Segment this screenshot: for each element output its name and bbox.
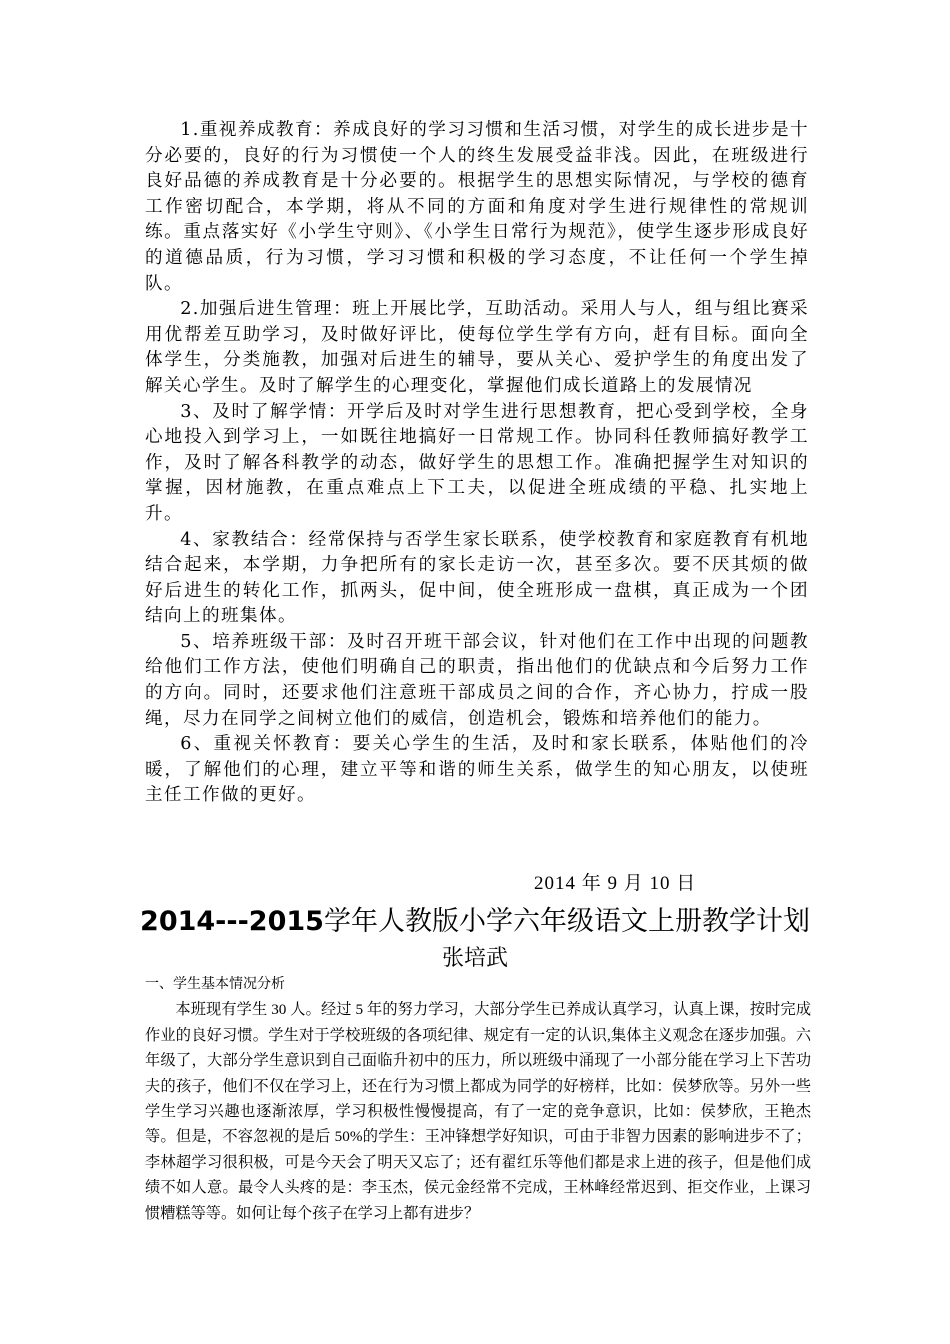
document-date: 2014 年 9 月 10 日 <box>534 873 697 894</box>
measure-paragraph-4: 4、家教结合：经常保持与否学生家长联系，使学校教育和家庭教育有机地结合起来，本学期，力争把所有的家长走访一次，甚至多次。要不厌其烦的做好后进生的转化工作，抓两头，促中间，使全班形成一盘棋，真正成为一个团结向上的班集体。 <box>145 529 809 627</box>
measure-paragraph-1: 1.重视养成教育：养成良好的学习习惯和生活习惯，对学生的成长进步是十分必要的，良好的行为习惯使一个人的终生发展受益非浅。因此，在班级进行良好品德的养成教育是十分必要的。根据学生的思想实际情况，与学校的德育工作密切配合，本学期，将从不同的方面和角度对学生进行规律性的常规训练。重点落实好《小学生守则》、《小学生日常行为规范》，使学生逐步形成良好的道德品质，行为习惯，学习习惯和积极的学习态度，不让任何一个学生掉队。 <box>145 120 809 294</box>
student-analysis-paragraph: 本班现有学生 30 人。经过 5 年的努力学习，大部分学生已养成认真学习，认真上课，按时完成作业的良好习惯。学生对于学校班级的各项纪律、规定有一定的认识,集体主义观念在逐步加强。六年级了，大部分学生意识到自己面临升初中的压力，所以班级中涌现了一小部分能在学习上下苦功夫的孩子，他们不仅在学习上，还在行为习惯上都成为同学的好榜样，比如：侯梦欣等。另外一些学生学习兴趣也逐渐浓厚，学习积极性慢慢提高，有了一定的竞争意识，比如：侯梦欣，王艳杰等。但是，不容忽视的是后 50%的学生：王冲锋想学好知识，可由于非智力因素的影响进步不了；李林超学习很积极，可是今天会了明天又忘了；还有翟红乐等他们都是求上进的孩子，但是他们成绩不如人意。最令人头疼的是：李玉杰，侯元金经常不完成，王林峰经常迟到、拒交作业，上课习惯糟糕等等。如何让每个孩子在学习上都有进步？ <box>145 1001 811 1222</box>
plan-title <box>0 902 950 942</box>
plan-title-years: 2014---2015 <box>140 906 324 937</box>
measure-paragraph-2: 2.加强后进生管理：班上开展比学，互助活动。采用人与人，组与组比赛采用优帮差互助学习，及时做好评比，使每位学生学有方向，赶有目标。面向全体学生，分类施教，加强对后进生的辅导，要从关心、爱护学生的角度出发了解关心学生。及时了解学生的心理变化，掌握他们成长道路上的发展情况 <box>145 299 809 396</box>
author-name: 张培武 <box>441 946 508 971</box>
plan-title-text: 学年人教版小学六年级语文上册教学计划 <box>323 906 810 937</box>
student-analysis-section <box>145 972 811 1226</box>
measure-paragraph-6: 6、重视关怀教育：要关心学生的生活，及时和家长联系，体贴他们的冷暖，了解他们的心理，建立平等和谐的师生关系，做学生的知心朋友，以使班主任工作做的更好。 <box>145 734 809 806</box>
section-heading: 一、学生基本情况分析 <box>145 977 285 992</box>
measure-paragraph-3: 3、及时了解学情：开学后及时对学生进行思想教育，把心受到学校，全身心地投入到学习上，一如既往地搞好一日常规工作。协同科任教师搞好教学工作，及时了解各科教学的动态，做好学生的思想工作。准确把握学生对知识的掌握，因材施教，在重点难点上下工夫，以促进全班成绩的平稳、扎实地上升。 <box>145 401 809 524</box>
class-management-measures <box>145 118 809 809</box>
measure-paragraph-5: 5、培养班级干部：及时召开班干部会议，针对他们在工作中出现的问题教给他们工作方法，使他们明确自己的职责，指出他们的优缺点和今后努力工作的方向。同时，还要求他们注意班干部成员之间的合作，齐心协力，拧成一股绳，尽力在同学之间树立他们的威信，创造机会，锻炼和培养他们的能力。 <box>145 631 809 729</box>
